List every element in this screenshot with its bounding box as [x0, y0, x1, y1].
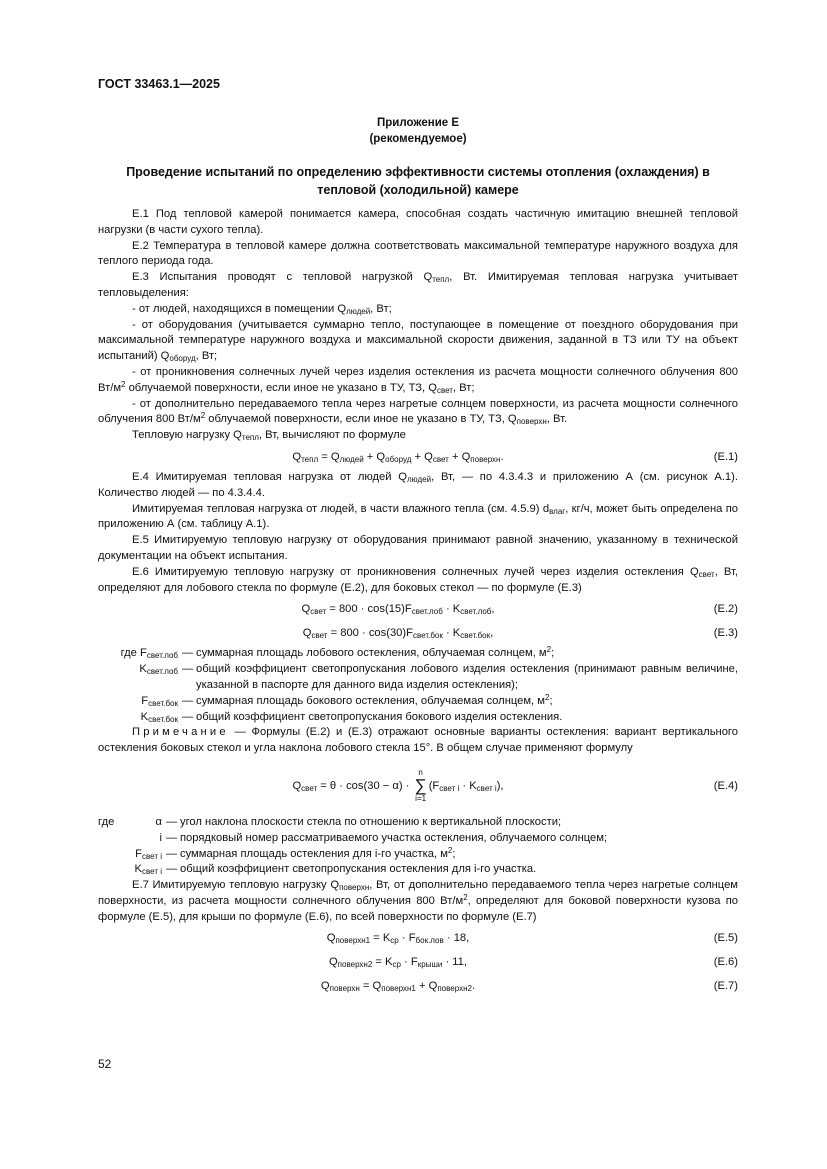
paragraph-e7: Е.7 Имитируемую тепловую нагрузку $Q_{поверхн}$, Вт, от дополнительно передаваемого тепла через нагретые солнцем поверхности, из расчета мощности солнечного облучения 800 $Вт/м^2$, определяют для боковой поверхности кузова по формуле (Е.5), для крыши по формуле (Е.6), по всей поверхности по формуле (Е.7) — [98, 879, 739, 923]
paragraph-e4: Е.4 Имитируемая тепловая нагрузка от людей $Q_{людей}$, Вт, — по 4.3.4.3 и приложению А (см. рисунок А.1). Количество людей — по 4.3.4.4. — [98, 470, 738, 499]
paragraph-e2: Е.2 Температура в тепловой камере должна соответствовать максимальной температуре наружного воздуха для теплого периода года. — [98, 239, 738, 268]
formula-e6: $Q_{поверхн2} = K_{ср} \cdot F_{крыши} \cdot 11$, (Е.6) — [98, 951, 738, 973]
bullet-equipment: - от оборудования (учитывается суммарно тепло, поступающее в помещение от поездного оборудования при максимальной температуре наружного воздуха и максимальной скорости движения, заданной в ТЗ или ТУ на объект испытаний) $Q_{оборуд}$, Вт; — [98, 318, 738, 364]
where-list-1 — [98, 646, 738, 725]
where-item: $K_{свет.бок}$ — общий коэффициент светопропускания бокового изделия остекления. — [140, 710, 563, 724]
formula-number: (Е.5) — [713, 932, 738, 945]
where-item: $K_{свет.лоб}$ — общий коэффициент светопропускания лобового изделия остекления (принимают равным величине, указанной в паспорте для данного вида изделия остекления); — [139, 663, 738, 691]
paragraph-e3: Е.3 Испытания проводят с тепловой нагрузкой $Q_{тепл}$, Вт. Имитируемая тепловая нагрузка учитывает тепловыделения: — [98, 271, 738, 299]
formula-number: (Е.2) — [713, 603, 738, 616]
formula-e1: $Q_{тепл} = Q_{людей} + Q_{оборуд} + Q_{свет} + Q_{поверхн}$. (Е.1) — [98, 446, 738, 468]
paragraph-e1: Е.1 Под тепловой камерой понимается камера, способная создать частичную имитацию внешней тепловой нагрузки (в части сухого тепла). — [98, 208, 738, 236]
formula-number: (Е.4) — [713, 779, 738, 792]
formula-e3: $Q_{свет} = 800 \cdot \cos(30)F_{свет.бок} \cdot K_{свет.бок}$, (Е.3) — [98, 622, 738, 644]
paragraph-e5: Е.5 Имитируемую тепловую нагрузку от оборудования принимают равной значению, указанному в технической документации на объект испытания. — [98, 534, 738, 562]
formula-number: (Е.6) — [713, 956, 738, 969]
formula-e2: $Q_{свет} = 800 \cdot \cos(15)F_{свет.лоб} \cdot K_{свет.лоб}$, (Е.2) — [98, 598, 738, 620]
formula-e4: $Q_{свет} = \theta \cdot \cos(30 - \alpha)$ · n ∑ i=1 $(F_{свет i} \cdot K_{свет i})$, (Е.4) — [98, 763, 738, 809]
appendix-subtitle: (рекомендуемое) — [369, 133, 467, 145]
page-number: 52 — [98, 1057, 112, 1071]
where-list-2 — [98, 815, 738, 878]
formula-number: (Е.1) — [713, 450, 738, 463]
sum-symbol: n ∑ i=1 — [414, 768, 427, 804]
bullet-people: - от людей, находящихся в помещении $Q_{людей}$, Вт; — [132, 302, 392, 316]
formula-number: (Е.7) — [713, 980, 738, 993]
where-item: где $F_{свет.лоб}$ — суммарная площадь лобового остекления, облучаемая солнцем, $м^2$; — [120, 645, 555, 661]
paragraph-e6: Е.6 Имитируемую тепловую нагрузку от проникновения солнечных лучей через изделия остекления $Q_{свет}$, Вт, определяют для лобового стекла по формуле (Е.2), для боковых стекол — по формуле (Е.3) — [98, 565, 738, 594]
formula-number: (Е.3) — [713, 627, 738, 640]
note: Примечание — Формулы (Е.2) и (Е.3) отражают основные варианты остекления: вариант вертикального остекления боковых стекол и угла наклона лобового стекла 15°. В общем случае применяют формулу — [98, 726, 738, 755]
section-title: Проведение испытаний по определению эффективности системы отопления (охлаждения) в тепловой (холодильной) камере — [126, 165, 710, 197]
where-item: $K_{свет i}$ — общий коэффициент светопропускания остекления для i-го участка. — [134, 863, 537, 877]
formula-e5: $Q_{поверхн1} = K_{ср} \cdot F_{бок.лов} \cdot 18$, (Е.5) — [98, 927, 738, 949]
where-item: i — порядковый номер рассматриваемого участка остекления, облучаемого солнцем; — [159, 831, 608, 844]
formula-e7: $Q_{поверхн} = Q_{поверхн1} + Q_{поверхн2}$. (Е.7) — [98, 975, 738, 997]
bullet-sunlight: - от проникновения солнечных лучей через изделия остекления из расчета мощности солнечного облучения 800 $Вт/м^2$ облучаемой поверхности, если иное не указано в ТУ, ТЗ, $Q_{свет}$, Вт; — [98, 365, 738, 395]
appendix-title: Приложение Е — [376, 117, 460, 129]
where-item: $F_{свет i}$ — суммарная площадь остекления для i-го участка, $м^2$; — [135, 845, 456, 861]
paragraph-calc: Тепловую нагрузку $Q_{тепл}$, Вт, вычисляют по формуле — [132, 429, 406, 443]
document-body — [98, 207, 738, 999]
bullet-surfaces: - от дополнительно передаваемого тепла через нагретые солнцем поверхности, из расчета мощности солнечного облучения 800 $Вт/м^2$ облучаемой поверхности, если иное не указано в ТУ, ТЗ, $Q_{поверхн}$, Вт. — [98, 397, 738, 427]
document-header: ГОСТ 33463.1—2025 — [98, 77, 220, 91]
where-item: $F_{свет.бок}$ — суммарная площадь бокового остекления, облучаемая солнцем, $м^2$; — [141, 692, 553, 708]
where-item: где α — угол наклона плоскости стекла по отношению к вертикальной плоскости; — [98, 815, 562, 828]
paragraph-e4-wet: Имитируемая тепловая нагрузка от людей, в части влажного тепла (см. 4.5.9) $d_{влаг}$, кг/ч, может быть определена по приложению А (см. таблицу А.1). — [98, 502, 738, 531]
